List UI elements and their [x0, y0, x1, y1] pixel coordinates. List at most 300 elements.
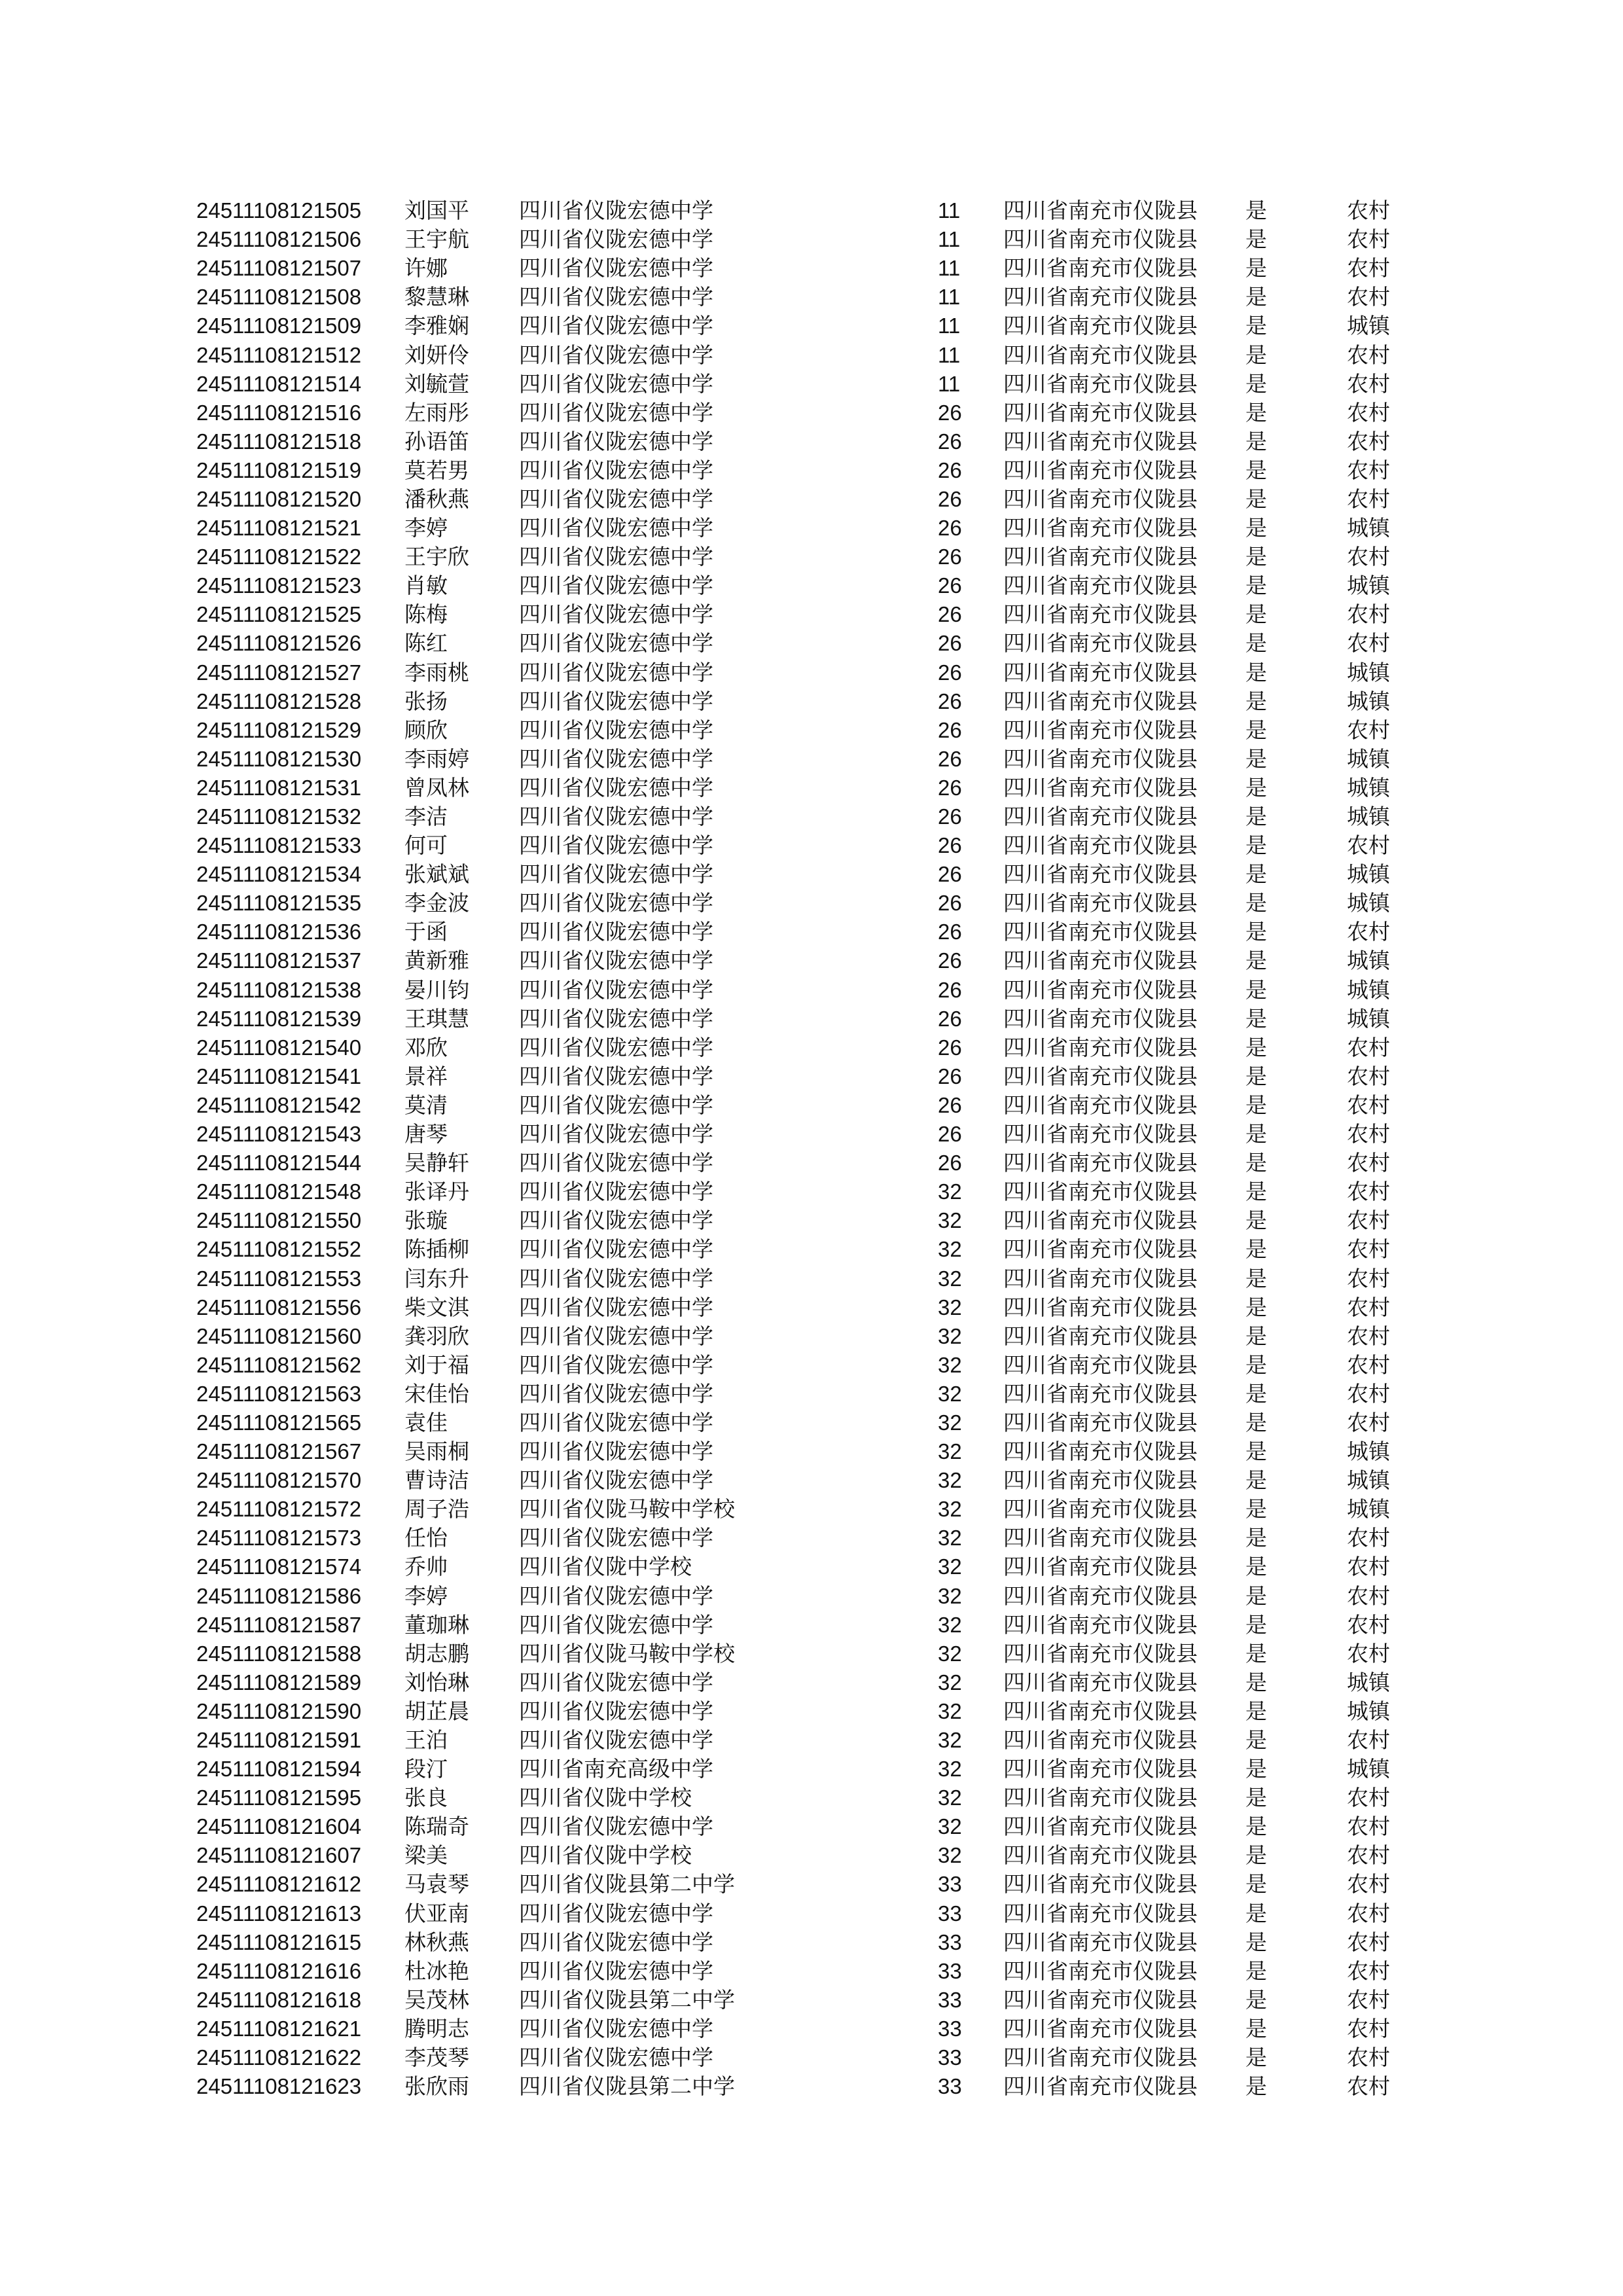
student-id-cell: 24511108121529 [196, 717, 362, 742]
school-cell: 四川省仪陇宏德中学 [519, 717, 713, 743]
student-name-cell: 曾凤林 [404, 774, 469, 800]
student-name-cell: 张斌斌 [404, 861, 469, 888]
status-flag-cell: 是 [1245, 544, 1267, 570]
school-cell: 四川省仪陇宏德中学 [519, 2015, 713, 2041]
region-cell: 四川省南充市仪陇县 [1003, 1698, 1198, 1724]
class-number-cell: 26 [938, 545, 962, 569]
region-cell: 四川省南充市仪陇县 [1003, 948, 1198, 974]
student-id-cell: 24511108121521 [196, 516, 362, 541]
table-row [196, 1841, 1399, 1870]
school-cell: 四川省仪陇宏德中学 [519, 919, 713, 945]
status-flag-cell: 是 [1245, 601, 1267, 628]
student-name-cell: 陈插柳 [404, 1236, 469, 1263]
table-row [196, 889, 1399, 918]
area-type-cell: 农村 [1347, 428, 1390, 454]
school-cell: 四川省仪陇宏德中学 [519, 1467, 713, 1494]
status-flag-cell: 是 [1245, 1496, 1267, 1522]
school-cell: 四川省仪陇宏德中学 [519, 255, 713, 281]
student-id-cell: 24511108121535 [196, 891, 362, 916]
status-flag-cell: 是 [1245, 861, 1267, 888]
student-id-cell: 24511108121615 [196, 1929, 362, 1954]
status-flag-cell: 是 [1245, 284, 1267, 310]
school-cell: 四川省仪陇宏德中学 [519, 1583, 713, 1609]
area-type-cell: 农村 [1347, 1352, 1390, 1378]
student-name-cell: 梁美 [404, 1842, 448, 1869]
student-name-cell: 龚羽欣 [404, 1323, 469, 1349]
school-cell: 四川省仪陇中学校 [519, 1554, 692, 1580]
class-number-cell: 26 [938, 1151, 962, 1175]
school-cell: 四川省仪陇宏德中学 [519, 1352, 713, 1378]
school-cell: 四川省仪陇宏德中学 [519, 1323, 713, 1349]
class-number-cell: 26 [938, 1092, 962, 1117]
table-row [196, 802, 1399, 831]
status-flag-cell: 是 [1245, 1092, 1267, 1118]
student-id-cell: 24511108121539 [196, 1006, 362, 1031]
area-type-cell: 城镇 [1347, 1496, 1390, 1522]
status-flag-cell: 是 [1245, 1380, 1267, 1407]
area-type-cell: 农村 [1347, 1958, 1390, 1984]
status-flag-cell: 是 [1245, 1785, 1267, 1811]
area-type-cell: 农村 [1347, 255, 1390, 281]
region-cell: 四川省南充市仪陇县 [1003, 1236, 1198, 1263]
table-row [196, 1408, 1399, 1437]
status-flag-cell: 是 [1245, 342, 1267, 368]
table-row [196, 1552, 1399, 1581]
area-type-cell: 农村 [1347, 1179, 1390, 1205]
table-row [196, 1640, 1399, 1668]
class-number-cell: 26 [938, 457, 962, 482]
student-name-cell: 张扬 [404, 688, 448, 714]
class-number-cell: 32 [938, 1670, 962, 1695]
school-cell: 四川省仪陇宏德中学 [519, 1611, 713, 1638]
area-type-cell: 农村 [1347, 1236, 1390, 1263]
status-flag-cell: 是 [1245, 977, 1267, 1003]
student-id-cell: 24511108121522 [196, 545, 362, 569]
student-name-cell: 莫清 [404, 1092, 448, 1118]
class-number-cell: 26 [938, 486, 962, 511]
status-flag-cell: 是 [1245, 428, 1267, 454]
status-flag-cell: 是 [1245, 1525, 1267, 1551]
status-flag-cell: 是 [1245, 1583, 1267, 1609]
student-name-cell: 杜冰艳 [404, 1958, 469, 1984]
area-type-cell: 农村 [1347, 1785, 1390, 1811]
table-row [196, 571, 1399, 600]
class-number-cell: 32 [938, 1554, 962, 1579]
area-type-cell: 农村 [1347, 1121, 1390, 1147]
table-row [196, 427, 1399, 456]
table-row [196, 225, 1399, 254]
student-id-cell: 24511108121595 [196, 1785, 362, 1810]
region-cell: 四川省南充市仪陇县 [1003, 1958, 1198, 1984]
student-id-cell: 24511108121541 [196, 1064, 362, 1088]
area-type-cell: 农村 [1347, 717, 1390, 743]
area-type-cell: 农村 [1347, 1034, 1390, 1060]
school-cell: 四川省仪陇宏德中学 [519, 428, 713, 454]
status-flag-cell: 是 [1245, 1294, 1267, 1320]
region-cell: 四川省南充市仪陇县 [1003, 1871, 1198, 1897]
area-type-cell: 农村 [1347, 486, 1390, 512]
table-row [196, 1351, 1399, 1380]
student-id-cell: 24511108121616 [196, 1958, 362, 1983]
class-number-cell: 26 [938, 1122, 962, 1147]
status-flag-cell: 是 [1245, 1352, 1267, 1378]
area-type-cell: 农村 [1347, 1409, 1390, 1435]
school-cell: 四川省仪陇马鞍中学校 [519, 1640, 735, 1666]
class-number-cell: 11 [938, 285, 961, 310]
area-type-cell: 城镇 [1347, 774, 1390, 800]
table-row [196, 1293, 1399, 1322]
student-name-cell: 伏亚南 [404, 1900, 469, 1926]
student-name-cell: 曹诗洁 [404, 1467, 469, 1494]
student-id-cell: 24511108121623 [196, 2074, 362, 2099]
area-type-cell: 城镇 [1347, 573, 1390, 599]
student-name-cell: 许娜 [404, 255, 448, 281]
student-name-cell: 潘秋燕 [404, 486, 469, 512]
area-type-cell: 农村 [1347, 833, 1390, 859]
table-row [196, 1005, 1399, 1033]
student-id-cell: 24511108121514 [196, 371, 362, 396]
table-row [196, 514, 1399, 543]
student-name-cell: 李洁 [404, 804, 448, 830]
status-flag-cell: 是 [1245, 1409, 1267, 1435]
class-number-cell: 32 [938, 1266, 962, 1291]
student-id-cell: 24511108121518 [196, 429, 362, 454]
student-roster-table [196, 196, 1399, 2101]
student-name-cell: 陈瑞奇 [404, 1814, 469, 1840]
student-id-cell: 24511108121505 [196, 198, 362, 223]
student-id-cell: 24511108121532 [196, 804, 362, 829]
student-name-cell: 吴雨桐 [404, 1439, 469, 1465]
class-number-cell: 11 [938, 256, 961, 281]
student-id-cell: 24511108121621 [196, 2016, 362, 2041]
status-flag-cell: 是 [1245, 573, 1267, 599]
class-number-cell: 32 [938, 1237, 962, 1262]
student-name-cell: 李茂琴 [404, 2045, 469, 2071]
status-flag-cell: 是 [1245, 198, 1267, 224]
status-flag-cell: 是 [1245, 1467, 1267, 1494]
student-name-cell: 刘怡琳 [404, 1669, 469, 1695]
region-cell: 四川省南充市仪陇县 [1003, 313, 1198, 339]
class-number-cell: 26 [938, 977, 962, 1002]
student-name-cell: 李雨婷 [404, 745, 469, 772]
class-number-cell: 32 [938, 1208, 962, 1233]
table-row [196, 370, 1399, 399]
region-cell: 四川省南充市仪陇县 [1003, 1467, 1198, 1494]
class-number-cell: 33 [938, 1901, 962, 1926]
status-flag-cell: 是 [1245, 1727, 1267, 1753]
region-cell: 四川省南充市仪陇县 [1003, 1756, 1198, 1782]
area-type-cell: 城镇 [1347, 1439, 1390, 1465]
table-row [196, 312, 1399, 340]
student-name-cell: 李金波 [404, 890, 469, 916]
table-row [196, 716, 1399, 745]
student-name-cell: 王泊 [404, 1727, 448, 1753]
region-cell: 四川省南充市仪陇县 [1003, 2015, 1198, 2041]
class-number-cell: 32 [938, 1497, 962, 1522]
region-cell: 四川省南充市仪陇县 [1003, 1669, 1198, 1695]
student-name-cell: 刘妍伶 [404, 342, 469, 368]
student-id-cell: 24511108121612 [196, 1872, 362, 1897]
region-cell: 四川省南充市仪陇县 [1003, 1352, 1198, 1378]
area-type-cell: 农村 [1347, 226, 1390, 253]
student-name-cell: 孙语笛 [404, 428, 469, 454]
status-flag-cell: 是 [1245, 745, 1267, 772]
table-row [196, 946, 1399, 975]
student-name-cell: 董珈琳 [404, 1611, 469, 1638]
school-cell: 四川省仪陇宏德中学 [519, 573, 713, 599]
table-row [196, 1235, 1399, 1264]
area-type-cell: 农村 [1347, 2045, 1390, 2071]
area-type-cell: 农村 [1347, 1986, 1390, 2013]
class-number-cell: 33 [938, 2016, 962, 2041]
student-name-cell: 张译丹 [404, 1179, 469, 1205]
region-cell: 四川省南充市仪陇县 [1003, 1525, 1198, 1551]
school-cell: 四川省仪陇宏德中学 [519, 1092, 713, 1118]
roster-body [196, 196, 1399, 2101]
table-row [196, 774, 1399, 802]
school-cell: 四川省仪陇宏德中学 [519, 977, 713, 1003]
class-number-cell: 32 [938, 1843, 962, 1868]
student-name-cell: 刘毓萱 [404, 370, 469, 397]
class-number-cell: 32 [938, 1641, 962, 1666]
class-number-cell: 32 [938, 1179, 962, 1204]
student-name-cell: 胡志鹏 [404, 1640, 469, 1666]
region-cell: 四川省南充市仪陇县 [1003, 919, 1198, 945]
region-cell: 四川省南充市仪陇县 [1003, 2045, 1198, 2071]
student-name-cell: 马袁琴 [404, 1871, 469, 1897]
student-id-cell: 24511108121509 [196, 314, 362, 338]
class-number-cell: 33 [938, 1872, 962, 1897]
status-flag-cell: 是 [1245, 1640, 1267, 1666]
area-type-cell: 农村 [1347, 2015, 1390, 2041]
region-cell: 四川省南充市仪陇县 [1003, 1439, 1198, 1465]
status-flag-cell: 是 [1245, 399, 1267, 425]
region-cell: 四川省南充市仪陇县 [1003, 1727, 1198, 1753]
region-cell: 四川省南充市仪陇县 [1003, 1496, 1198, 1522]
table-row [196, 1697, 1399, 1726]
student-name-cell: 张欣雨 [404, 2073, 469, 2100]
region-cell: 四川省南充市仪陇县 [1003, 890, 1198, 916]
school-cell: 四川省仪陇宏德中学 [519, 284, 713, 310]
student-id-cell: 24511108121586 [196, 1583, 362, 1608]
class-number-cell: 32 [938, 1698, 962, 1723]
student-name-cell: 林秋燕 [404, 1929, 469, 1955]
student-id-cell: 24511108121570 [196, 1468, 362, 1493]
student-name-cell: 段汀 [404, 1756, 448, 1782]
school-cell: 四川省仪陇中学校 [519, 1842, 692, 1869]
student-id-cell: 24511108121618 [196, 1987, 362, 2012]
area-type-cell: 农村 [1347, 1294, 1390, 1320]
table-row [196, 1206, 1399, 1235]
area-type-cell: 城镇 [1347, 313, 1390, 339]
student-id-cell: 24511108121587 [196, 1612, 362, 1637]
student-name-cell: 何可 [404, 833, 448, 859]
region-cell: 四川省南充市仪陇县 [1003, 1583, 1198, 1609]
table-row [196, 1033, 1399, 1062]
area-type-cell: 农村 [1347, 1583, 1390, 1609]
class-number-cell: 32 [938, 1439, 962, 1464]
area-type-cell: 城镇 [1347, 688, 1390, 714]
class-number-cell: 26 [938, 804, 962, 829]
region-cell: 四川省南充市仪陇县 [1003, 1842, 1198, 1869]
area-type-cell: 农村 [1347, 198, 1390, 224]
table-row [196, 1870, 1399, 1899]
region-cell: 四川省南充市仪陇县 [1003, 1785, 1198, 1811]
school-cell: 四川省仪陇县第二中学 [519, 1871, 735, 1897]
status-flag-cell: 是 [1245, 1063, 1267, 1089]
status-flag-cell: 是 [1245, 255, 1267, 281]
class-number-cell: 33 [938, 1958, 962, 1983]
student-id-cell: 24511108121512 [196, 342, 362, 367]
table-row [196, 1495, 1399, 1524]
student-name-cell: 吴静轩 [404, 1150, 469, 1176]
status-flag-cell: 是 [1245, 1669, 1267, 1695]
school-cell: 四川省南充高级中学 [519, 1756, 713, 1782]
status-flag-cell: 是 [1245, 1150, 1267, 1176]
table-row [196, 1582, 1399, 1611]
table-row [196, 196, 1399, 225]
table-row [196, 399, 1399, 427]
region-cell: 四川省南充市仪陇县 [1003, 1409, 1198, 1435]
status-flag-cell: 是 [1245, 1323, 1267, 1349]
class-number-cell: 32 [938, 1612, 962, 1637]
school-cell: 四川省仪陇县第二中学 [519, 2073, 735, 2100]
school-cell: 四川省仪陇宏德中学 [519, 1208, 713, 1234]
student-id-cell: 24511108121519 [196, 457, 362, 482]
status-flag-cell: 是 [1245, 688, 1267, 714]
region-cell: 四川省南充市仪陇县 [1003, 717, 1198, 743]
class-number-cell: 26 [938, 689, 962, 713]
status-flag-cell: 是 [1245, 2015, 1267, 2041]
status-flag-cell: 是 [1245, 1179, 1267, 1205]
table-row [196, 254, 1399, 283]
area-type-cell: 城镇 [1347, 1756, 1390, 1782]
student-id-cell: 24511108121536 [196, 920, 362, 944]
school-cell: 四川省仪陇宏德中学 [519, 659, 713, 685]
student-name-cell: 吴茂林 [404, 1986, 469, 2013]
student-name-cell: 胡芷晨 [404, 1698, 469, 1724]
student-id-cell: 24511108121550 [196, 1208, 362, 1233]
school-cell: 四川省仪陇宏德中学 [519, 1034, 713, 1060]
table-row [196, 1611, 1399, 1640]
area-type-cell: 农村 [1347, 1929, 1390, 1955]
class-number-cell: 33 [938, 2045, 962, 2070]
student-name-cell: 于函 [404, 919, 448, 945]
status-flag-cell: 是 [1245, 457, 1267, 483]
student-id-cell: 24511108121548 [196, 1179, 362, 1204]
school-cell: 四川省仪陇宏德中学 [519, 342, 713, 368]
school-cell: 四川省仪陇宏德中学 [519, 370, 713, 397]
area-type-cell: 农村 [1347, 1814, 1390, 1840]
table-row [196, 2072, 1399, 2101]
class-number-cell: 26 [938, 660, 962, 685]
school-cell: 四川省仪陇宏德中学 [519, 1669, 713, 1695]
area-type-cell: 城镇 [1347, 977, 1390, 1003]
student-id-cell: 24511108121613 [196, 1901, 362, 1926]
area-type-cell: 城镇 [1347, 1669, 1390, 1695]
school-cell: 四川省仪陇宏德中学 [519, 861, 713, 888]
student-id-cell: 24511108121565 [196, 1410, 362, 1435]
class-number-cell: 32 [938, 1757, 962, 1782]
region-cell: 四川省南充市仪陇县 [1003, 1294, 1198, 1320]
student-name-cell: 李雅娴 [404, 313, 469, 339]
class-number-cell: 26 [938, 891, 962, 916]
school-cell: 四川省仪陇中学校 [519, 1785, 692, 1811]
student-name-cell: 张璇 [404, 1208, 448, 1234]
table-row [196, 340, 1399, 369]
status-flag-cell: 是 [1245, 1871, 1267, 1897]
school-cell: 四川省仪陇宏德中学 [519, 833, 713, 859]
status-flag-cell: 是 [1245, 1814, 1267, 1840]
class-number-cell: 26 [938, 833, 962, 858]
student-id-cell: 24511108121588 [196, 1641, 362, 1666]
area-type-cell: 农村 [1347, 284, 1390, 310]
school-cell: 四川省仪陇宏德中学 [519, 1929, 713, 1955]
region-cell: 四川省南充市仪陇县 [1003, 457, 1198, 483]
area-type-cell: 城镇 [1347, 1467, 1390, 1494]
region-cell: 四川省南充市仪陇县 [1003, 1611, 1198, 1638]
student-name-cell: 黎慧琳 [404, 284, 469, 310]
status-flag-cell: 是 [1245, 2045, 1267, 2071]
student-name-cell: 任怡 [404, 1525, 448, 1551]
area-type-cell: 农村 [1347, 342, 1390, 368]
table-row [196, 600, 1399, 629]
status-flag-cell: 是 [1245, 1986, 1267, 2013]
area-type-cell: 城镇 [1347, 861, 1390, 888]
table-row [196, 2043, 1399, 2072]
status-flag-cell: 是 [1245, 659, 1267, 685]
school-cell: 四川省仪陇宏德中学 [519, 1236, 713, 1263]
status-flag-cell: 是 [1245, 1611, 1267, 1638]
table-row [196, 1466, 1399, 1495]
status-flag-cell: 是 [1245, 948, 1267, 974]
student-name-cell: 陈梅 [404, 601, 448, 628]
student-name-cell: 王琪慧 [404, 1005, 469, 1031]
region-cell: 四川省南充市仪陇县 [1003, 428, 1198, 454]
school-cell: 四川省仪陇宏德中学 [519, 1179, 713, 1205]
student-name-cell: 周子浩 [404, 1496, 469, 1522]
status-flag-cell: 是 [1245, 1900, 1267, 1926]
student-id-cell: 24511108121594 [196, 1757, 362, 1782]
class-number-cell: 26 [938, 717, 962, 742]
status-flag-cell: 是 [1245, 1121, 1267, 1147]
student-id-cell: 24511108121507 [196, 256, 362, 281]
table-row [196, 1524, 1399, 1552]
status-flag-cell: 是 [1245, 370, 1267, 397]
table-row [196, 543, 1399, 571]
student-id-cell: 24511108121604 [196, 1814, 362, 1839]
school-cell: 四川省仪陇宏德中学 [519, 1698, 713, 1724]
area-type-cell: 农村 [1347, 1063, 1390, 1089]
school-cell: 四川省仪陇宏德中学 [519, 948, 713, 974]
school-cell: 四川省仪陇宏德中学 [519, 1150, 713, 1176]
area-type-cell: 农村 [1347, 1150, 1390, 1176]
school-cell: 四川省仪陇宏德中学 [519, 774, 713, 800]
status-flag-cell: 是 [1245, 1929, 1267, 1955]
table-row [196, 1899, 1399, 1928]
class-number-cell: 11 [938, 371, 961, 396]
class-number-cell: 32 [938, 1814, 962, 1839]
table-row [196, 658, 1399, 687]
table-row [196, 1755, 1399, 1784]
class-number-cell: 32 [938, 1323, 962, 1348]
school-cell: 四川省仪陇宏德中学 [519, 1525, 713, 1551]
table-row [196, 1668, 1399, 1697]
status-flag-cell: 是 [1245, 1208, 1267, 1234]
school-cell: 四川省仪陇宏德中学 [519, 804, 713, 830]
region-cell: 四川省南充市仪陇县 [1003, 1554, 1198, 1580]
region-cell: 四川省南充市仪陇县 [1003, 1092, 1198, 1118]
